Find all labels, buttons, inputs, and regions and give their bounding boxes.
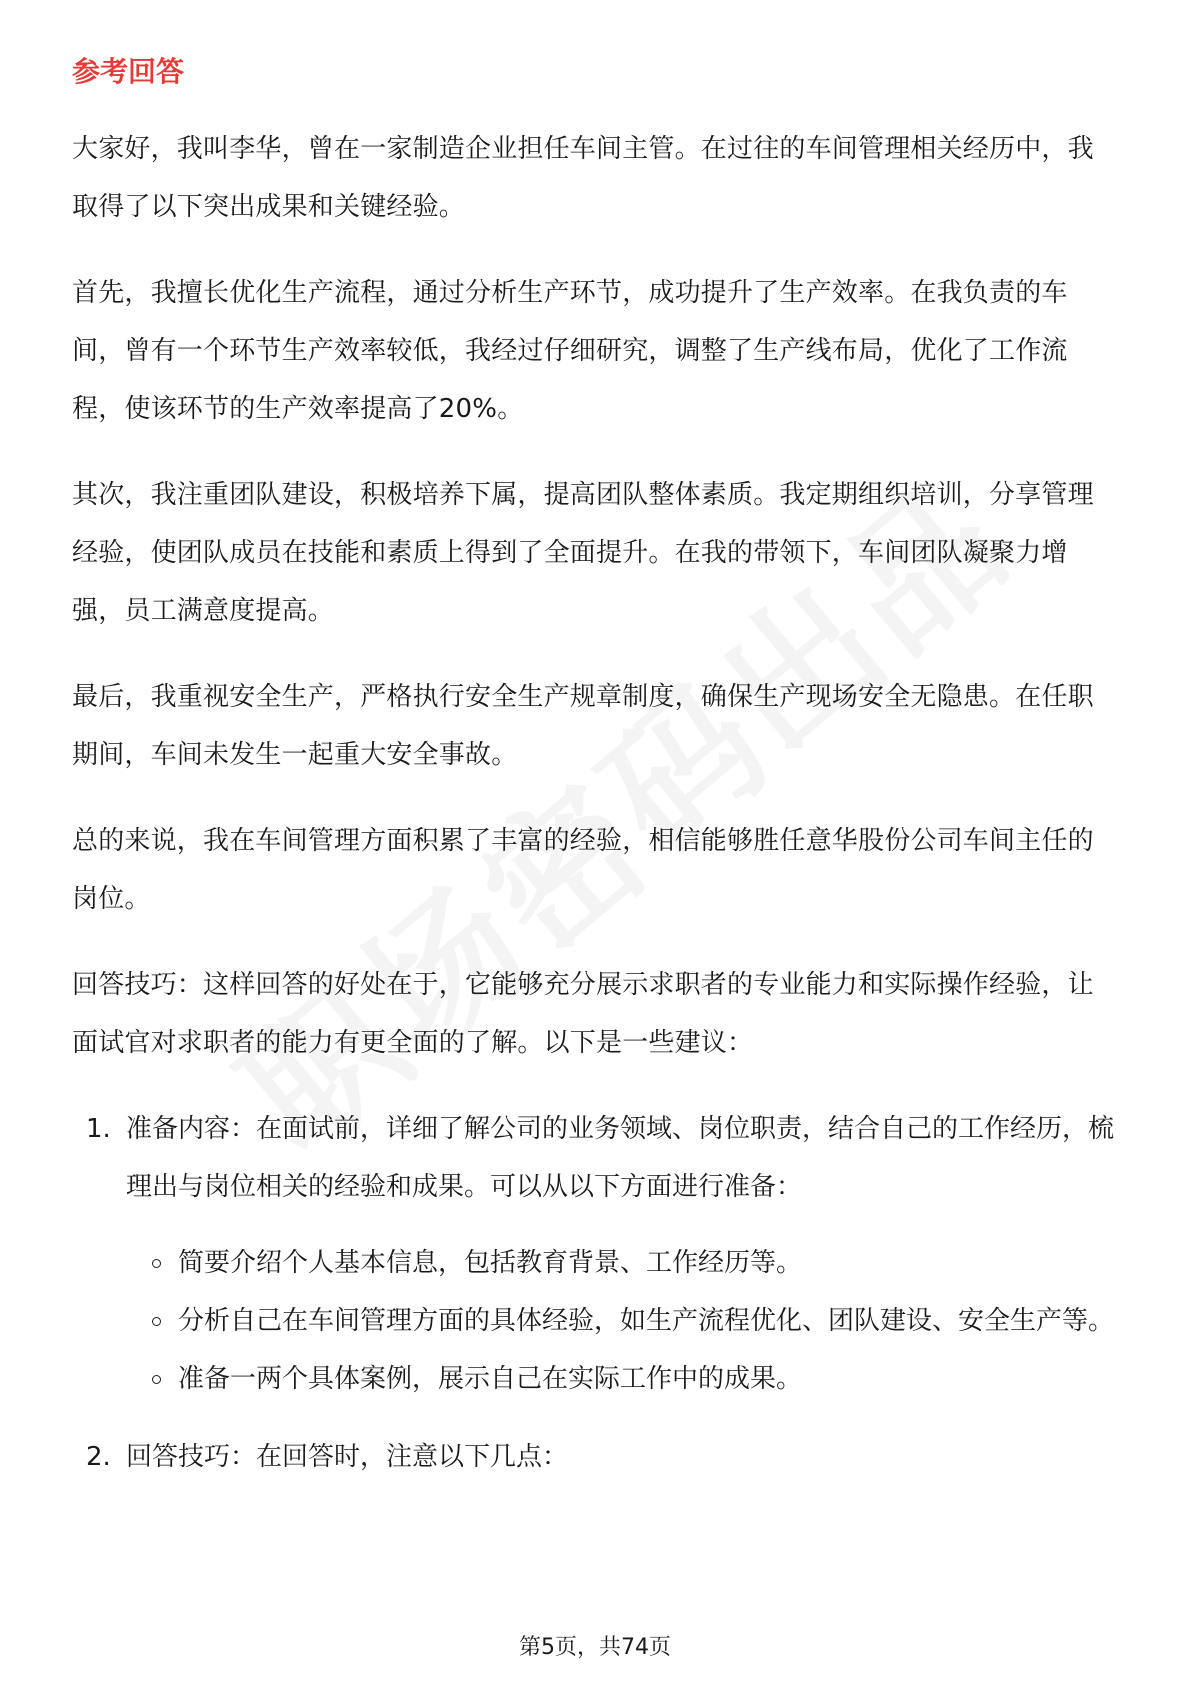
list-item (72, 1428, 1118, 1486)
list-item-text: 准备内容：在面试前，详细了解公司的业务领域、岗位职责，结合自己的工作经历，梳理出与岗位相关的经验和成果。可以从以下方面进行准备： (126, 1114, 1115, 1202)
bullet-item-text: 简要介绍个人基本信息，包括教育背景、工作经历等。 (178, 1248, 803, 1278)
paragraph-tips: 回答技巧：这样回答的好处在于，它能够充分展示求职者的专业能力和实际操作经验，让面试官对求职者的能力有更全面的了解。以下是一些建议： (72, 970, 1094, 1058)
bullet-item-text: 准备一两个具体案例，展示自己在实际工作中的成果。 (178, 1364, 803, 1394)
circle-bullet-icon (152, 1317, 161, 1326)
paragraph-team: 其次，我注重团队建设，积极培养下属，提高团队整体素质。我定期组织培训，分享管理经验，使团队成员在技能和素质上得到了全面提升。在我的带领下，车间团队凝聚力增强，员工满意度提高。 (72, 480, 1094, 626)
bullet-item (126, 1234, 1118, 1292)
section-title: 参考回答 (72, 55, 185, 88)
paragraph-process: 首先，我擅长优化生产流程，通过分析生产环节，成功提升了生产效率。在我负责的车间，曾有一个环节生产效率较低，我经过仔细研究，调整了生产线布局，优化了工作流程，使该环节的生产效率提高了20%。 (72, 278, 1068, 424)
document-page (72, 44, 1118, 1506)
circle-bullet-icon (152, 1375, 161, 1384)
list-number: 2. (86, 1442, 111, 1472)
numbered-list (72, 1100, 1118, 1486)
bullet-item (126, 1292, 1118, 1350)
list-item-text: 回答技巧：在回答时，注意以下几点： (126, 1442, 569, 1472)
circle-bullet-icon (152, 1259, 161, 1268)
page-footer: 第5页，共74页 (519, 1635, 671, 1660)
list-number: 1. (86, 1114, 111, 1144)
list-item (72, 1100, 1118, 1408)
bullet-list (126, 1234, 1118, 1408)
bullet-item (126, 1350, 1118, 1408)
paragraph-intro: 大家好，我叫李华，曾在一家制造企业担任车间主管。在过往的车间管理相关经历中，我取得了以下突出成果和关键经验。 (72, 134, 1094, 222)
bullet-item-text: 分析自己在车间管理方面的具体经验，如生产流程优化、团队建设、安全生产等。 (178, 1306, 1115, 1336)
paragraph-summary: 总的来说，我在车间管理方面积累了丰富的经验，相信能够胜任意华股份公司车间主任的岗位。 (72, 826, 1094, 914)
paragraph-safety: 最后，我重视安全生产，严格执行安全生产规章制度，确保生产现场安全无隐患。在任职期间，车间未发生一起重大安全事故。 (72, 682, 1094, 770)
